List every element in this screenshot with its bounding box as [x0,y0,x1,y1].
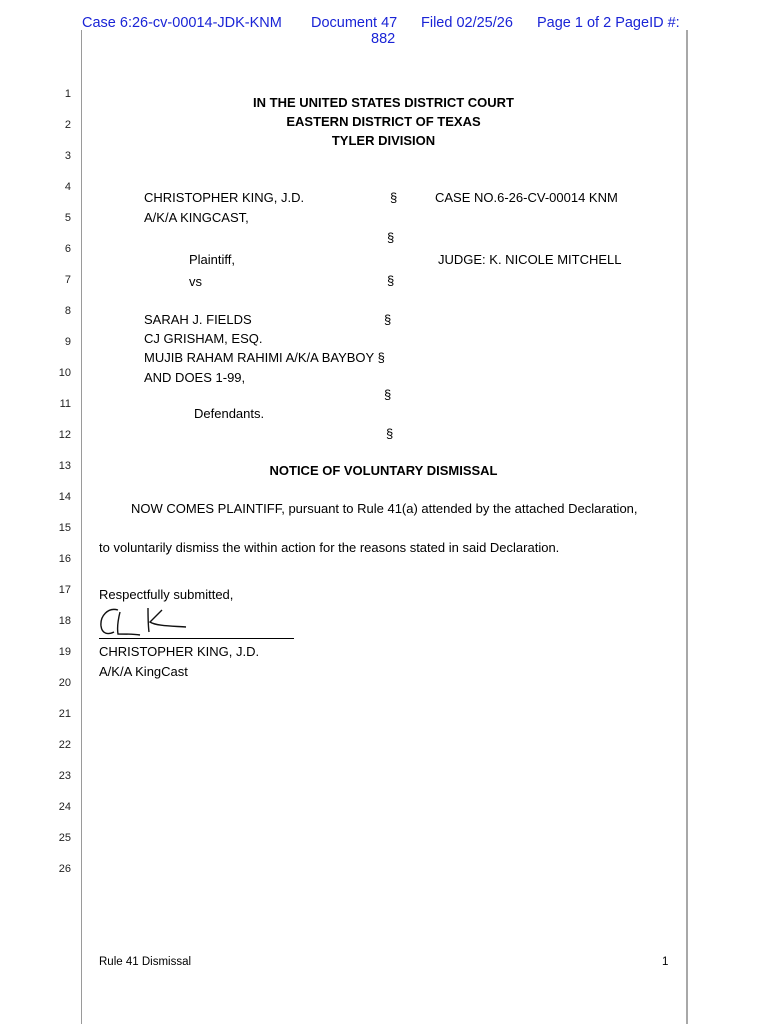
signer-name: CHRISTOPHER KING, J.D. [99,644,260,659]
section-symbol: § [387,273,395,288]
defendant-4: AND DOES 1-99, [144,370,246,385]
section-symbol: § [384,387,392,402]
line-number: 6 [64,243,71,255]
court-district: EASTERN DISTRICT OF TEXAS [286,114,481,129]
header-filed-date: Filed 02/25/26 [421,15,513,31]
line-number: 20 [58,677,71,689]
defendant-1: SARAH J. FIELDS [144,312,252,327]
section-symbol: § [390,190,398,205]
section-symbol: § [386,426,394,441]
line-number: 25 [58,832,71,844]
header-page-id: 882 [371,31,396,47]
line-number: 23 [58,770,71,782]
signature-line [99,638,294,639]
plaintiff-label: Plaintiff, [189,252,236,267]
header-page-info: Page 1 of 2 PageID #: [537,15,680,31]
line-number: 24 [58,801,71,813]
line-number: 2 [64,119,71,131]
defendant-2: CJ GRISHAM, ESQ. [144,331,263,346]
line-number: 26 [58,863,71,875]
line-number: 22 [58,739,71,751]
line-number: 19 [58,646,71,658]
header-document-number: Document 47 [311,15,398,31]
defendants-label: Defendants. [194,406,265,421]
notice-paragraph-1: NOW COMES PLAINTIFF, pursuant to Rule 41(a) attended by the attached Declaration, [131,501,638,516]
line-number: 21 [58,708,71,720]
signer-aka: A/K/A KingCast [99,664,188,679]
line-number: 7 [64,274,71,286]
line-number: 11 [59,398,71,410]
line-number: 17 [58,584,71,596]
line-number: 12 [58,429,71,441]
signature-image [96,604,196,640]
line-number: 18 [58,615,71,627]
section-symbol: § [384,312,392,327]
footer-title: Rule 41 Dismissal [99,956,192,968]
line-number: 5 [64,212,71,224]
line-number: 4 [64,181,71,193]
versus-label: vs [189,274,202,289]
court-division: TYLER DIVISION [331,133,436,148]
right-margin-rule [686,30,688,1024]
line-number: 13 [58,460,71,472]
header-case-number: Case 6:26-cv-00014-JDK-KNM [82,15,282,31]
line-number: 16 [58,553,71,565]
line-number: 3 [64,150,71,162]
closing-text: Respectfully submitted, [99,587,234,602]
line-number: 14 [58,491,71,503]
line-number: 15 [58,522,71,534]
judge-name: JUDGE: K. NICOLE MITCHELL [438,252,622,267]
line-number: 1 [64,88,71,100]
notice-title: NOTICE OF VOLUNTARY DISMISSAL [269,463,498,478]
notice-paragraph-2: to voluntarily dismiss the within action for the reasons stated in said Declaration. [99,540,560,555]
footer-page-number: 1 [662,956,669,968]
plaintiff-name: CHRISTOPHER KING, J.D. [144,190,305,205]
section-symbol: § [387,230,395,245]
filing-header [0,15,768,55]
court-name: IN THE UNITED STATES DISTRICT COURT [253,95,514,110]
line-number: 10 [58,367,71,379]
line-numbers [0,0,80,1024]
line-number: 8 [64,305,71,317]
case-number: CASE NO.6-26-CV-00014 KNM [435,190,618,205]
left-margin-rule [81,30,82,1024]
plaintiff-aka: A/K/A KINGCAST, [144,210,249,225]
defendant-3: MUJIB RAHAM RAHIMI A/K/A BAYBOY § [144,350,385,365]
line-number: 9 [64,336,71,348]
